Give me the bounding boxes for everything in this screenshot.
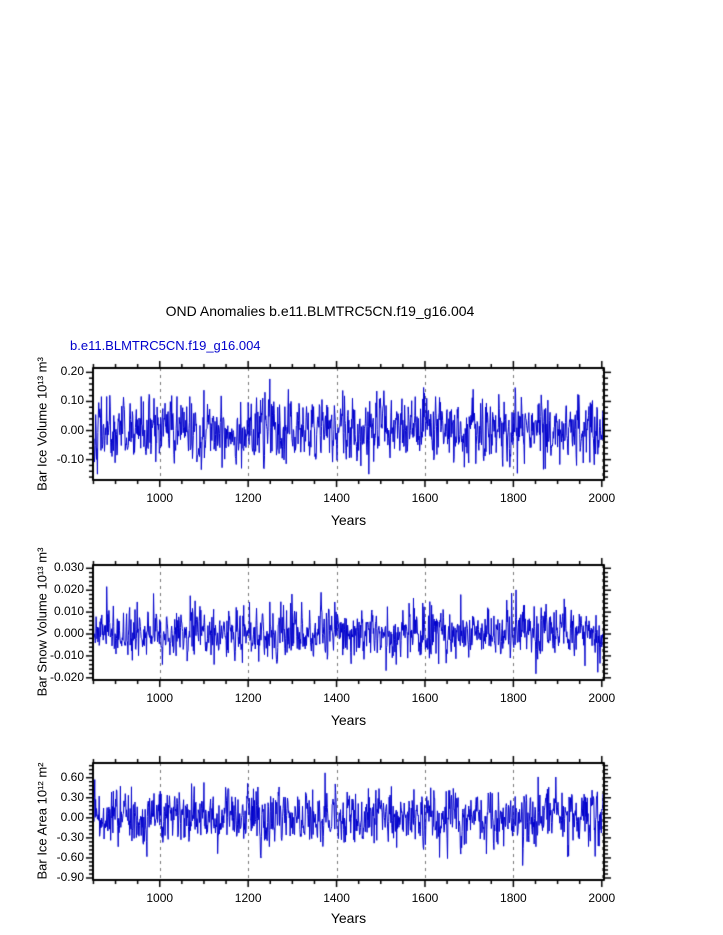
plot-title: OND Anomalies b.e11.BLMTRC5CN.f19_g16.004 [165,303,475,319]
x-axis-label-ice-area: Years [330,910,367,926]
x-tick-label: 1200 [234,691,262,705]
y-tick-label: 0.30 [60,789,84,804]
x-tick-label: 1400 [323,491,350,505]
y-tick-label: -0.60 [56,849,84,864]
ice-area-plot [81,751,616,892]
ice-volume-plot [81,356,616,492]
x-tick-label: 1200 [234,491,262,505]
y-tick-label: -0.010 [49,647,84,662]
y-tick-label: 0.60 [60,769,84,784]
y-tick-label: -0.020 [49,669,84,684]
y-tick-label: 0.00 [60,809,84,824]
y-axis-label-ice-area: Bar Ice Area 10¹² m² [34,762,50,880]
x-tick-label: 1600 [411,491,439,505]
x-tick-label: 1400 [323,891,350,905]
y-tick-label: 0.000 [53,626,84,640]
x-tick-label: 1000 [146,891,174,905]
series-legend-label: b.e11.BLMTRC5CN.f19_g16.004 [70,338,261,353]
y-tick-label: -0.90 [56,869,84,884]
y-tick-label: 0.00 [60,422,84,437]
x-tick-label: 1800 [500,891,527,905]
x-tick-label: 1800 [500,491,527,505]
y-tick-label: 0.20 [60,364,84,379]
x-tick-label: 1600 [411,691,439,705]
x-tick-label: 2000 [588,691,616,705]
x-tick-label: 1000 [146,691,174,705]
y-tick-label: 0.020 [53,582,84,597]
x-tick-label: 1400 [323,691,350,705]
snow-volume-plot [81,553,616,692]
y-tick-label: 0.030 [53,560,84,575]
x-tick-label: 1800 [500,691,527,705]
x-tick-label: 1000 [146,491,174,505]
x-tick-label: 2000 [588,891,616,905]
y-tick-label: 0.10 [60,393,84,408]
x-axis-label-snow-volume: Years [330,712,367,728]
x-axis-label-ice-volume: Years [330,512,367,528]
y-tick-label: -0.10 [56,451,84,466]
y-axis-label-ice-volume: Bar Ice Volume 10¹³ m³ [34,357,50,491]
x-tick-label: 1600 [411,891,439,905]
y-tick-label: 0.010 [53,604,84,619]
y-tick-label: -0.30 [56,829,84,844]
y-axis-label-snow-volume: Bar Snow Volume 10¹³ m³ [34,547,50,697]
x-tick-label: 2000 [588,491,616,505]
x-tick-label: 1200 [234,891,262,905]
